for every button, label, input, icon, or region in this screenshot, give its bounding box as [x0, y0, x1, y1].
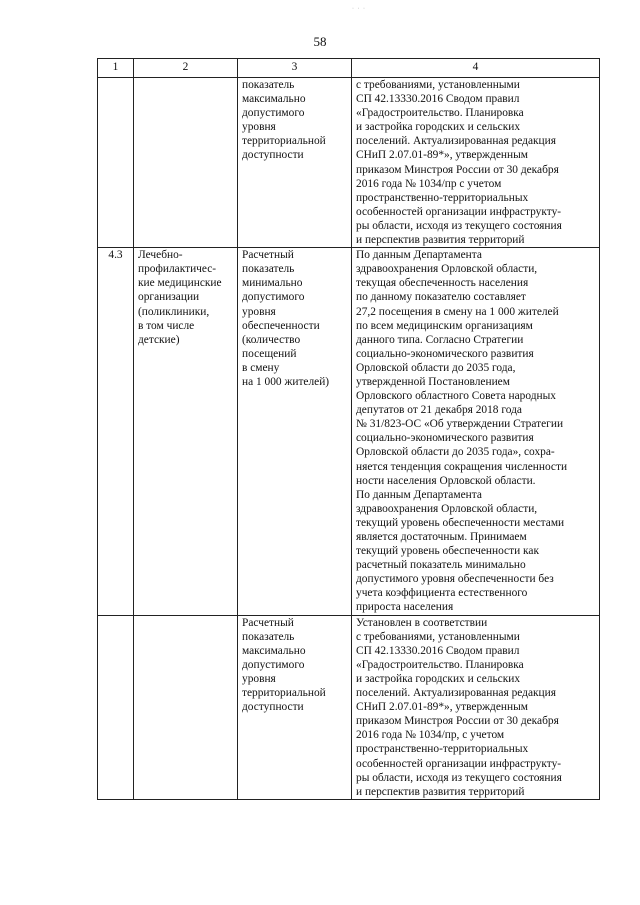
page-number: 58 [313, 34, 327, 49]
text-line: территориальной [242, 687, 326, 700]
text-line: «Градостроительство. Планировка [356, 107, 524, 120]
table-header-row [98, 59, 600, 78]
text-line: поселений. Актуализированная редакция [356, 687, 556, 700]
text-line: текущий уровень обеспеченности местами [356, 516, 565, 529]
justification-cell [352, 248, 600, 615]
text-line: на 1 000 жителей) [242, 375, 330, 388]
text-line: профилактичес- [138, 263, 217, 276]
text-line: обеспеченности [242, 319, 320, 332]
text-line: 2016 года № 1034/пр с учетом [356, 177, 502, 190]
text-line: Лечебно- [138, 249, 183, 262]
text-line: пространственно-территориальных [356, 743, 529, 756]
text-line: прироста населения [356, 601, 454, 614]
text-line: является достаточным. Принимаем [356, 531, 527, 543]
indicator-cell [238, 78, 352, 248]
header-col-3: 3 [238, 59, 352, 78]
text-line: с требованиями, установленными [356, 79, 520, 91]
text-line: посещений [242, 347, 297, 360]
text-line: данного типа. Согласно Стратегии [356, 333, 524, 346]
text-line: СНиП 2.07.01-89*», утвержденным [356, 149, 528, 162]
text-line: показатель [242, 79, 295, 91]
justification-cell [352, 78, 600, 248]
text-line: детские) [138, 333, 180, 346]
text-line: СП 42.13330.2016 Сводом правил [356, 644, 520, 657]
table-row [98, 248, 600, 615]
text-line: социально-экономического развития [356, 347, 534, 360]
text-line: допустимого [242, 291, 305, 304]
text-line: депутатов от 21 декабря 2018 года [356, 404, 522, 417]
text-line: ры области, исходя из текущего состояния [356, 771, 562, 784]
text-line: и перспектив развития территорий [356, 785, 525, 798]
text-line: особенностей организации инфраструкту- [356, 205, 562, 218]
text-line: допустимого [242, 107, 305, 120]
text-line: 27,2 посещения в смену на 1 000 жителей [356, 305, 559, 318]
text-line: 2016 года № 1034/пр, с учетом [356, 729, 505, 742]
scan-artifact: · · · [352, 6, 366, 12]
text-line: доступности [242, 149, 304, 162]
header-col-1: 1 [98, 59, 134, 78]
text-line: по всем медицинским организациям [356, 319, 533, 332]
header-col-2: 2 [134, 59, 238, 78]
text-line: здравоохранения Орловской области, [356, 263, 538, 276]
text-line: показатель [242, 630, 295, 643]
text-line: Орловского областного Совета народных [356, 390, 556, 403]
text-line: приказом Минстроя России от 30 декабря [356, 163, 559, 176]
object-name-cell [134, 78, 238, 248]
text-line: здравоохранения Орловской области, [356, 502, 538, 515]
indicator-cell [238, 615, 352, 799]
text-line: минимально [242, 277, 303, 290]
header-col-4: 4 [352, 59, 600, 78]
text-line: СП 42.13330.2016 Сводом правил [356, 93, 520, 106]
document-table [97, 58, 600, 800]
text-line: Орловской области до 2035 года», сохра- [356, 446, 555, 459]
text-line: «Градостроительство. Планировка [356, 658, 524, 671]
text-line: текущий уровень обеспеченности как [356, 545, 539, 558]
row-number-cell [98, 615, 134, 799]
text-line: № 31/823-ОС «Об утверждении Стратегии [356, 418, 564, 431]
text-line: (поликлиники, [138, 305, 210, 318]
text-line: По данным Департамента [356, 488, 482, 501]
text-line: с требованиями, установленными [356, 630, 520, 643]
table-row [98, 78, 600, 248]
text-line: и застройка городских и сельских [356, 672, 521, 685]
text-line: и перспектив развития территорий [356, 234, 525, 247]
text-line: Расчетный [242, 616, 294, 629]
text-line: доступности [242, 701, 304, 714]
object-name-cell [134, 615, 238, 799]
text-line: ры области, исходя из текущего состояния [356, 219, 562, 232]
text-line: показатель [242, 263, 295, 276]
text-line: кие медицинские [138, 277, 222, 290]
text-line: в смену [242, 361, 280, 374]
text-line: пространственно-территориальных [356, 191, 529, 204]
row-number-cell: 4.3 [98, 248, 134, 615]
text-line: (количество [242, 333, 301, 346]
text-line: и застройка городских и сельских [356, 121, 521, 134]
justification-cell [352, 615, 600, 799]
text-line: текущая обеспеченность населения [356, 277, 529, 290]
text-line: поселений. Актуализированная редакция [356, 135, 556, 148]
text-line: приказом Минстроя России от 30 декабря [356, 715, 559, 728]
text-line: Расчетный [242, 249, 294, 262]
text-line: по данному показателю составляет [356, 291, 526, 304]
object-name-cell [134, 248, 238, 615]
text-line: допустимого уровня обеспеченности без [356, 573, 554, 586]
text-line: максимально [242, 644, 306, 657]
text-line: уровня [242, 672, 276, 685]
text-line: учета коэффициента естественного [356, 587, 528, 600]
text-line: особенностей организации инфраструкту- [356, 757, 562, 770]
table-row [98, 615, 600, 799]
text-line: уровня [242, 305, 276, 318]
text-line: утвержденной Постановлением [356, 375, 510, 388]
text-line: расчетный показатель минимально [356, 559, 526, 572]
text-line: Установлен в соответствии [356, 616, 488, 629]
text-line: По данным Департамента [356, 249, 482, 262]
text-line: допустимого [242, 658, 305, 671]
row-number-cell [98, 78, 134, 248]
text-line: максимально [242, 93, 306, 106]
text-line: территориальной [242, 135, 326, 148]
text-line: социально-экономического развития [356, 432, 534, 445]
text-line: СНиП 2.07.01-89*», утвержденным [356, 701, 528, 714]
text-line: уровня [242, 121, 276, 134]
text-line: Орловской области до 2035 года, [356, 361, 516, 374]
text-line: в том числе [138, 319, 195, 332]
text-line: организации [138, 291, 200, 304]
text-line: няется тенденция сокращения численности [356, 460, 568, 473]
text-line: ности населения Орловской области. [356, 474, 536, 487]
indicator-cell [238, 248, 352, 615]
